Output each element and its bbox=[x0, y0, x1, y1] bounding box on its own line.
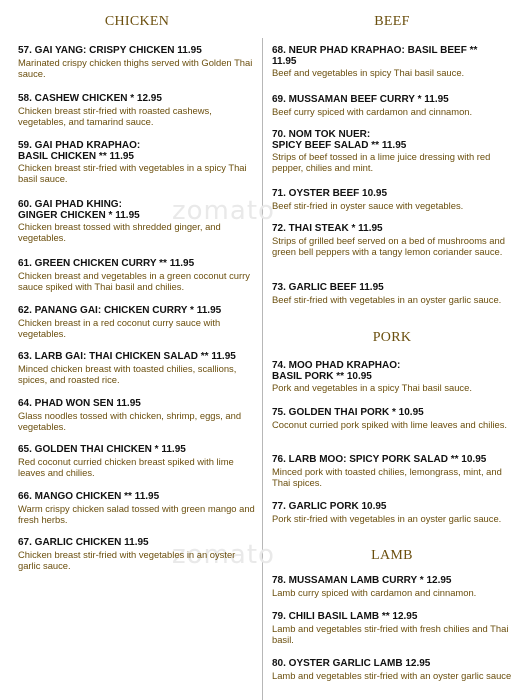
column-divider bbox=[262, 38, 263, 700]
item-description: Warm crispy chicken salad tossed with green mango and fresh herbs. bbox=[18, 502, 255, 525]
item-name: 72. THAI STEAK * 11.95 bbox=[272, 223, 383, 234]
item-description: Chicken breast in a red coconut curry sauce with vegetables. bbox=[18, 316, 221, 339]
menu-item bbox=[18, 200, 256, 243]
menu-item bbox=[272, 95, 512, 117]
item-name: 57. GAI YANG: CRISPY CHICKEN 11.95 bbox=[18, 45, 202, 56]
item-name: 60. GAI PHAD KHING: GINGER CHICKEN * 11.95 bbox=[18, 199, 140, 221]
item-description: Pork stir-fried with vegetables in an oyster garlic sauce. bbox=[272, 512, 502, 524]
menu-item bbox=[272, 189, 512, 211]
menu-item bbox=[18, 492, 256, 525]
menu-item bbox=[18, 259, 256, 292]
item-name: 79. CHILI BASIL LAMB ** 12.95 bbox=[272, 611, 418, 622]
item-name: 77. GARLIC PORK 10.95 bbox=[272, 501, 387, 512]
item-name: 61. GREEN CHICKEN CURRY ** 11.95 bbox=[18, 258, 195, 269]
menu-item bbox=[272, 612, 512, 645]
section-title-pork: PORK bbox=[372, 330, 412, 345]
item-description: Minced chicken breast with toasted chilies, scallions, spices, and roasted rice. bbox=[18, 362, 237, 385]
item-description: Chicken breast tossed with shredded ginger, and vegetables. bbox=[18, 221, 221, 244]
item-name: 58. CASHEW CHICKEN * 12.95 bbox=[18, 93, 162, 104]
item-name: 75. GOLDEN THAI PORK * 10.95 bbox=[272, 407, 424, 418]
item-name: 64. PHAD WON SEN 11.95 bbox=[18, 398, 141, 409]
section-title-chicken: CHICKEN bbox=[104, 14, 170, 29]
item-description: Beef and vegetables in spicy Thai basil sauce. bbox=[272, 67, 465, 78]
item-name: 68. NEUR PHAD KRAPHAO: BASIL BEEF ** 11.95 bbox=[272, 45, 478, 67]
item-description: Chicken breast stir-fried with vegetables in an oyster garlic sauce. bbox=[18, 548, 236, 571]
menu-item bbox=[18, 352, 256, 385]
item-name: 65. GOLDEN THAI CHICKEN * 11.95 bbox=[18, 444, 186, 455]
item-name: 80. OYSTER GARLIC LAMB 12.95 bbox=[272, 658, 431, 669]
menu-item bbox=[18, 399, 256, 432]
menu-item bbox=[18, 94, 256, 127]
item-name: 66. MANGO CHICKEN ** 11.95 bbox=[18, 491, 160, 502]
item-description: Pork and vegetables in a spicy Thai basil sauce. bbox=[272, 382, 472, 393]
watermark: zomato bbox=[172, 540, 275, 570]
section-title-beef: BEEF bbox=[374, 14, 410, 29]
item-description: Strips of grilled beef served on a bed of mushrooms and green bell peppers with a tangy lemon coriander sauce. bbox=[272, 234, 505, 257]
menu-item bbox=[272, 283, 512, 305]
menu-item bbox=[18, 538, 256, 571]
menu-item bbox=[272, 224, 512, 257]
item-name: 63. LARB GAI: THAI CHICKEN SALAD ** 11.95 bbox=[18, 351, 236, 362]
item-description: Minced pork with toasted chilies, lemongrass, mint, and Thai spices. bbox=[272, 465, 502, 488]
item-description: Strips of beef tossed in a lime juice dressing with red pepper, chilies and mint. bbox=[272, 151, 491, 174]
item-description: Beef stir-fried with vegetables in an oyster garlic sauce. bbox=[272, 293, 502, 305]
item-name: 73. GARLIC BEEF 11.95 bbox=[272, 282, 384, 293]
menu-item bbox=[18, 306, 256, 339]
watermark: zomato bbox=[172, 196, 275, 226]
menu-item bbox=[18, 46, 256, 79]
item-description: Marinated crispy chicken thighs served with Golden Thai sauce. bbox=[18, 56, 253, 79]
item-description: Coconut curried pork spiked with lime leaves and chilies. bbox=[272, 418, 508, 430]
menu-item bbox=[272, 46, 512, 78]
menu-item bbox=[272, 361, 512, 393]
item-description: Beef curry spiced with cardamon and cinnamon. bbox=[272, 105, 473, 117]
item-description: Beef stir-fried in oyster sauce with vegetables. bbox=[272, 199, 464, 211]
item-description: Lamb curry spiced with cardamon and cinnamon. bbox=[272, 586, 477, 598]
item-description: Lamb and vegetables stir-fried with an oyster garlic sauce bbox=[272, 669, 512, 681]
item-name: 69. MUSSAMAN BEEF CURRY * 11.95 bbox=[272, 94, 449, 105]
menu-item bbox=[272, 455, 512, 488]
menu-item bbox=[18, 141, 256, 184]
menu-item bbox=[272, 130, 512, 173]
item-description: Red coconut curried chicken breast spiked with lime leaves and chilies. bbox=[18, 455, 234, 478]
item-description: Glass noodles tossed with chicken, shrimp, eggs, and vegetables. bbox=[18, 409, 242, 432]
section-title-lamb: LAMB bbox=[371, 548, 413, 563]
item-name: 59. GAI PHAD KRAPHAO: BASIL CHICKEN ** 11.95 bbox=[18, 140, 141, 162]
item-description: Chicken breast and vegetables in a green coconut curry sauce spiked with Thai basil and chilies. bbox=[18, 269, 250, 292]
item-name: 70. NOM TOK NUER: SPICY BEEF SALAD ** 11.95 bbox=[272, 129, 407, 151]
menu-item bbox=[272, 408, 512, 430]
item-name: 71. OYSTER BEEF 10.95 bbox=[272, 188, 388, 199]
item-name: 74. MOO PHAD KRAPHAO: BASIL PORK ** 10.95 bbox=[272, 360, 401, 382]
item-name: 76. LARB MOO: SPICY PORK SALAD ** 10.95 bbox=[272, 454, 487, 465]
menu-item bbox=[272, 659, 512, 681]
item-description: Chicken breast stir-fried with roasted cashews, vegetables, and tamarind sauce. bbox=[18, 104, 212, 127]
item-name: 78. MUSSAMAN LAMB CURRY * 12.95 bbox=[272, 575, 452, 586]
menu-item bbox=[272, 576, 512, 598]
item-description: Chicken breast stir-fried with vegetables in a spicy Thai basil sauce. bbox=[18, 162, 247, 185]
menu-item bbox=[18, 445, 256, 478]
menu-item bbox=[272, 502, 512, 524]
item-name: 62. PANANG GAI: CHICKEN CURRY * 11.95 bbox=[18, 305, 222, 316]
item-description: Lamb and vegetables stir-fried with fresh chilies and Thai basil. bbox=[272, 622, 509, 645]
item-name: 67. GARLIC CHICKEN 11.95 bbox=[18, 537, 149, 548]
